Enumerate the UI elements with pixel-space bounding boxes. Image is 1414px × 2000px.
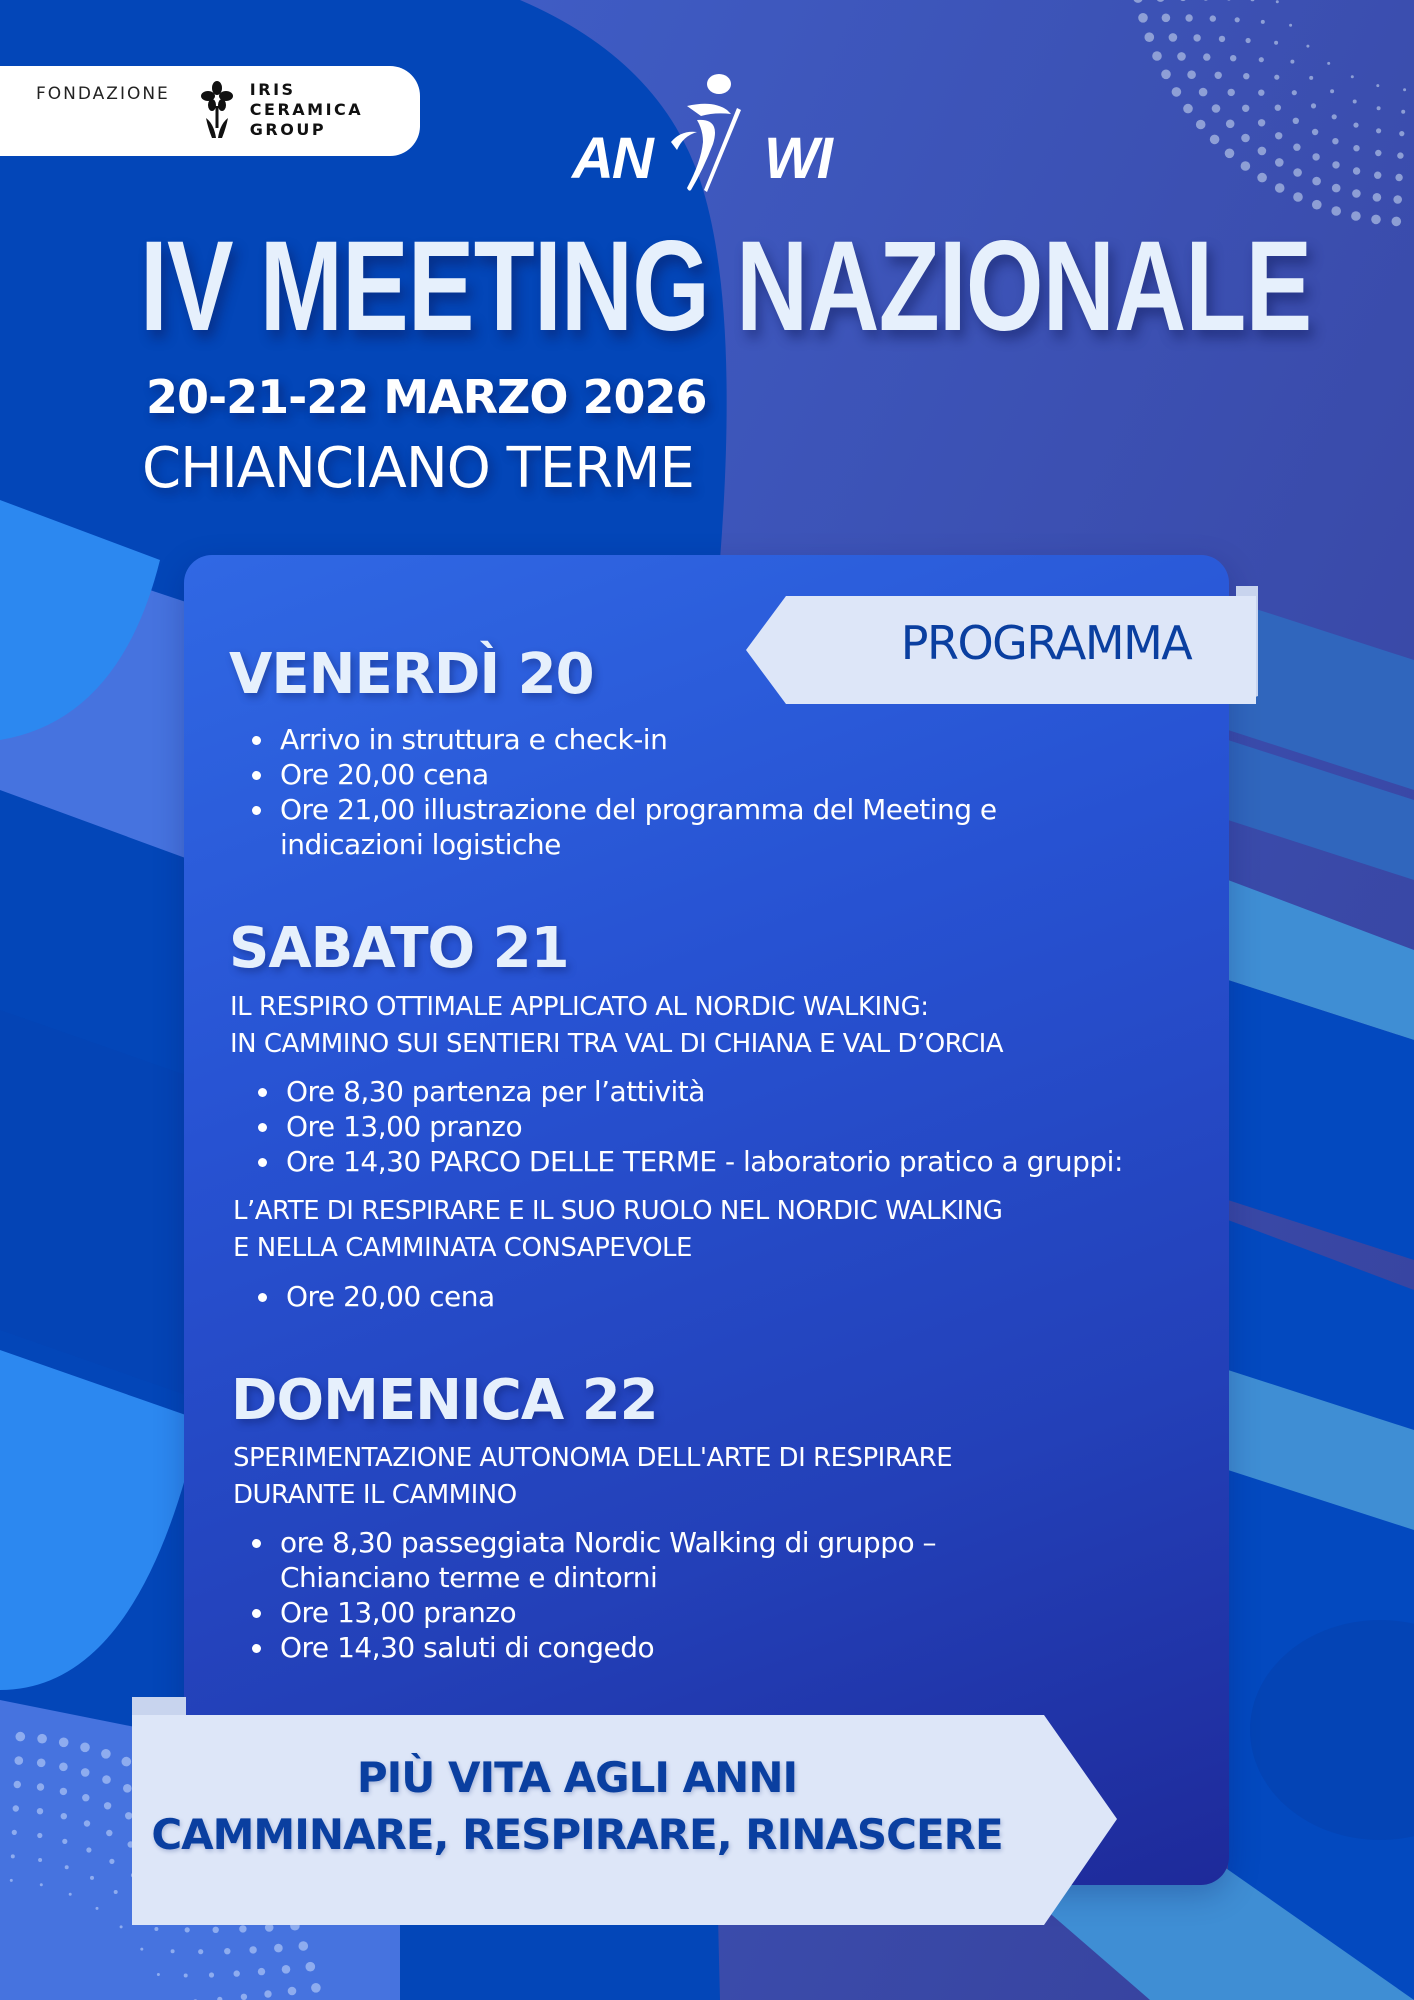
decorative-dot (1210, 15, 1216, 21)
decorative-dot (198, 1949, 203, 1954)
decorative-dot (1275, 183, 1285, 193)
decorative-dot (1403, 88, 1406, 91)
decorative-dot (1215, 72, 1222, 79)
decorative-dot (1331, 206, 1341, 216)
decorative-dot (249, 1946, 256, 1953)
decorative-dot (1145, 32, 1155, 42)
decorative-dot (60, 1788, 67, 1795)
decorative-dot (1312, 177, 1321, 186)
decorative-dot (1193, 34, 1200, 41)
decorative-dot (59, 1763, 68, 1772)
program-tag (746, 586, 1258, 704)
event-title: IV MEETING NAZIONALE (140, 215, 1312, 358)
list-item: Ore 13,00 pranzo (246, 1595, 936, 1630)
decorative-dot (1275, 158, 1284, 167)
decorative-dot (1275, 132, 1282, 139)
decorative-dot (1257, 173, 1267, 183)
decorative-dot (1241, 134, 1250, 143)
decorative-dot (1399, 131, 1404, 136)
decorative-dot (1243, 73, 1249, 79)
decorative-dot (1185, 14, 1192, 21)
decorative-dot (1311, 103, 1316, 108)
subtitle-line: DURANTE IL CAMMINO (233, 1480, 517, 1510)
decorative-dot (1293, 118, 1299, 124)
decorative-dot (1258, 90, 1264, 96)
decorative-dot (14, 1781, 21, 1788)
decorative-dot (1377, 106, 1381, 110)
decorative-dot (1177, 52, 1186, 61)
decorative-dot (102, 1775, 111, 1784)
list-item: Ore 20,00 cena (252, 1279, 495, 1314)
decorative-dot (1199, 88, 1208, 97)
subtitle-line: IN CAMMINO SUI SENTIERI TRA VAL DI CHIANA E VAL D’ORCIA (230, 1029, 1004, 1059)
decorative-dot (154, 1927, 158, 1931)
sponsor-name-line: CERAMICA (249, 100, 364, 119)
decorative-dot (11, 1854, 15, 1858)
decorative-dot (38, 1858, 42, 1862)
decorative-dot (86, 1847, 91, 1852)
decorative-dot (1393, 195, 1402, 204)
decorative-dot (1246, 38, 1251, 43)
decorative-dot (1241, 161, 1251, 171)
subtitle-line: IL RESPIRO OTTIMALE APPLICATO AL NORDIC WALKING: (230, 992, 929, 1022)
decorative-dot (106, 1830, 112, 1836)
saturday-evening-items (252, 1279, 495, 1314)
decorative-dot (1258, 119, 1265, 126)
decorative-dot (140, 1948, 143, 1951)
day-heading-sunday: DOMENICA 22 (231, 1368, 658, 1433)
decorative-dot (104, 1802, 111, 1809)
decorative-dot (1293, 144, 1300, 151)
decorative-dot (12, 1830, 17, 1835)
friday-items (246, 722, 997, 862)
decorative-dot (1353, 167, 1360, 174)
decorative-dot (80, 1743, 90, 1753)
decorative-dot (120, 1925, 123, 1928)
decorative-dot (1373, 193, 1382, 202)
decorative-dot (299, 1941, 309, 1951)
decorative-dot (1353, 123, 1358, 128)
decorative-dot (1276, 0, 1279, 3)
decorative-dot (62, 1839, 67, 1844)
decorative-dot (122, 1757, 132, 1767)
decorative-dot (1152, 51, 1162, 61)
list-item: Ore 13,00 pranzo (252, 1109, 1123, 1144)
saturday-subtitle (230, 989, 1003, 1063)
decorative-dot (1275, 105, 1281, 111)
decorative-dot (37, 1833, 42, 1838)
decorative-dot (96, 1907, 99, 1910)
subtitle-line: E NELLA CAMMINATA CONSAPEVOLE (233, 1233, 692, 1263)
decorative-dot (1352, 189, 1361, 198)
subtitle-line: SPERIMENTAZIONE AUTONOMA DELL'ARTE DI RESPIRARE (233, 1443, 953, 1473)
decorative-dot (101, 1749, 111, 1759)
logo-text-left: AN (572, 126, 652, 191)
anwi-logo (572, 70, 842, 200)
decorative-dot (1375, 150, 1381, 156)
decorative-dot (171, 1949, 175, 1953)
program-tag-label: PROGRAMMA (900, 616, 1192, 670)
decorative-dot (1395, 174, 1402, 181)
decorative-dot (1312, 153, 1319, 160)
decorative-dot (1397, 152, 1403, 158)
decorative-dot (1351, 211, 1361, 221)
decorative-dot (1330, 89, 1334, 93)
slogan-line-2: CAMMINARE, RESPIRARE, RINASCERE (151, 1810, 1003, 1859)
subtitle-line: L’ARTE DI RESPIRARE E IL SUO RUOLO NEL NORDIC WALKING (233, 1196, 1003, 1226)
slogan-banner (132, 1697, 1117, 1927)
event-dates: 20-21-22 MARZO 2026 (146, 370, 707, 424)
decorative-dot (13, 1805, 19, 1811)
decorative-dot (1228, 89, 1235, 96)
decorative-dot (1219, 36, 1225, 42)
decorative-dot (1242, 105, 1249, 112)
decorative-dot (1292, 90, 1297, 95)
decorative-dot (37, 1759, 46, 1768)
decorative-dot (1327, 62, 1330, 65)
decorative-dot (1353, 145, 1359, 151)
decorative-dot (1392, 217, 1402, 227)
decorative-dot (109, 1859, 114, 1864)
list-item-continuation: Chianciano terme e dintorni (280, 1561, 658, 1594)
day-heading-saturday: SABATO 21 (229, 916, 569, 981)
decorative-dot (1374, 172, 1381, 179)
saturday-items (252, 1074, 1123, 1179)
decorative-dot (282, 1965, 291, 1974)
sponsor-name (250, 80, 363, 140)
decorative-dot (69, 1893, 72, 1896)
decorative-dot (185, 1927, 190, 1932)
decorative-dot (311, 1983, 321, 1993)
decorative-dot (1332, 184, 1341, 193)
decorative-dot (1332, 114, 1337, 119)
day-heading-friday: VENERDÌ 20 (229, 642, 594, 707)
decorative-dot (1261, 20, 1265, 24)
decorative-dot (1376, 84, 1379, 87)
decorative-dot (157, 1973, 160, 1976)
decorative-dot (288, 1987, 297, 1996)
decorative-dot (1196, 120, 1206, 130)
decorative-dot (114, 1890, 118, 1894)
sponsor-badge (0, 66, 420, 156)
decorative-dot (1161, 70, 1171, 80)
decorative-dot (1274, 75, 1279, 80)
decorative-dot (61, 1813, 67, 1819)
decorative-dot (1371, 215, 1381, 225)
decorative-dot (1312, 129, 1318, 135)
decorative-dot (213, 1927, 219, 1933)
saturday-workshop-subtitle (233, 1193, 1002, 1267)
decorative-dot (234, 1970, 240, 1976)
decorative-dot (37, 1734, 47, 1744)
decorative-dot (1376, 128, 1381, 133)
decorative-dot (264, 1990, 271, 1997)
decorative-dot (81, 1768, 90, 1777)
decorative-dot (1187, 70, 1196, 79)
decorative-dot (1235, 17, 1240, 22)
decorative-dot (1172, 87, 1182, 97)
decorative-dot (59, 1738, 69, 1748)
iris-flower-icon (200, 80, 234, 140)
decorative-dot (274, 1944, 283, 1953)
decorative-dot (1183, 104, 1193, 114)
list-item: ore 8,30 passeggiata Nordic Walking di gruppo – (246, 1525, 936, 1560)
decorative-dot (1212, 104, 1221, 113)
sponsor-name-line: GROUP (249, 120, 327, 139)
decorative-dot (1401, 110, 1405, 114)
decorative-dot (1274, 41, 1278, 45)
decorative-dot (1226, 120, 1235, 129)
decorative-dot (37, 1783, 44, 1790)
slogan-text (132, 1749, 1022, 1863)
decorative-dot (306, 1962, 316, 1972)
decorative-dot (1203, 53, 1210, 60)
decorative-dot (224, 1948, 230, 1954)
decorative-dot (1230, 55, 1236, 61)
nordic-walker-icon (667, 70, 757, 195)
decorative-dot (10, 1879, 13, 1882)
decorative-dot (37, 1808, 43, 1814)
sponsor-name-line: IRIS (249, 80, 296, 99)
sunday-items (246, 1525, 936, 1665)
decorative-dot (1162, 13, 1171, 22)
decorative-dot (14, 1756, 23, 1765)
decorative-dot (84, 1820, 90, 1826)
decorative-dot (1225, 149, 1235, 159)
decorative-dot (1309, 76, 1313, 80)
list-item: Ore 8,30 partenza per l’attività (252, 1074, 1123, 1109)
list-item: Arrivo in struttura e check-in (246, 722, 997, 757)
decorative-dot (1259, 57, 1264, 62)
sponsor-prefix: FONDAZIONE (36, 84, 170, 104)
event-location: CHIANCIANO TERME (142, 436, 694, 501)
decorative-dot (1289, 24, 1292, 27)
decorative-dot (65, 1865, 69, 1869)
decorative-dot (40, 1883, 43, 1886)
decorative-dot (241, 1994, 247, 2000)
list-item: Ore 20,00 cena (246, 757, 997, 792)
decorative-dot (1290, 60, 1294, 64)
decorative-dot (1351, 75, 1354, 78)
list-item-continuation: indicazioni logistiche (280, 828, 561, 861)
decorative-dot (15, 1732, 25, 1742)
decorative-dot (1258, 147, 1267, 156)
decorative-dot (258, 1968, 265, 1975)
decorative-dot (1210, 135, 1220, 145)
decorative-dot (1293, 192, 1303, 202)
decorative-dot (1353, 100, 1357, 104)
decorative-dot (123, 1784, 132, 1793)
decorative-dot (1332, 161, 1339, 168)
decorative-dot (1312, 200, 1322, 210)
decorative-dot (90, 1876, 94, 1880)
decorative-dot (1332, 138, 1338, 144)
list-item: Ore 14,30 saluti di congedo (246, 1630, 936, 1665)
sunday-subtitle (233, 1440, 952, 1514)
decorative-dot (209, 1972, 214, 1977)
decorative-dot (1169, 33, 1178, 42)
decorative-dot (184, 1974, 188, 1978)
slogan-line-1: PIÙ VITA AGLI ANNI (356, 1753, 798, 1802)
logo-text-right: WI (764, 126, 831, 191)
decorative-dot (1138, 13, 1148, 23)
decorative-dot (1306, 45, 1309, 48)
decorative-dot (82, 1794, 89, 1801)
decorative-dot (1293, 168, 1302, 177)
list-item: Ore 14,30 PARCO DELLE TERME - laboratorio pratico a gruppi: (252, 1144, 1123, 1179)
list-item: Ore 21,00 illustrazione del programma del Meeting e (246, 792, 997, 827)
